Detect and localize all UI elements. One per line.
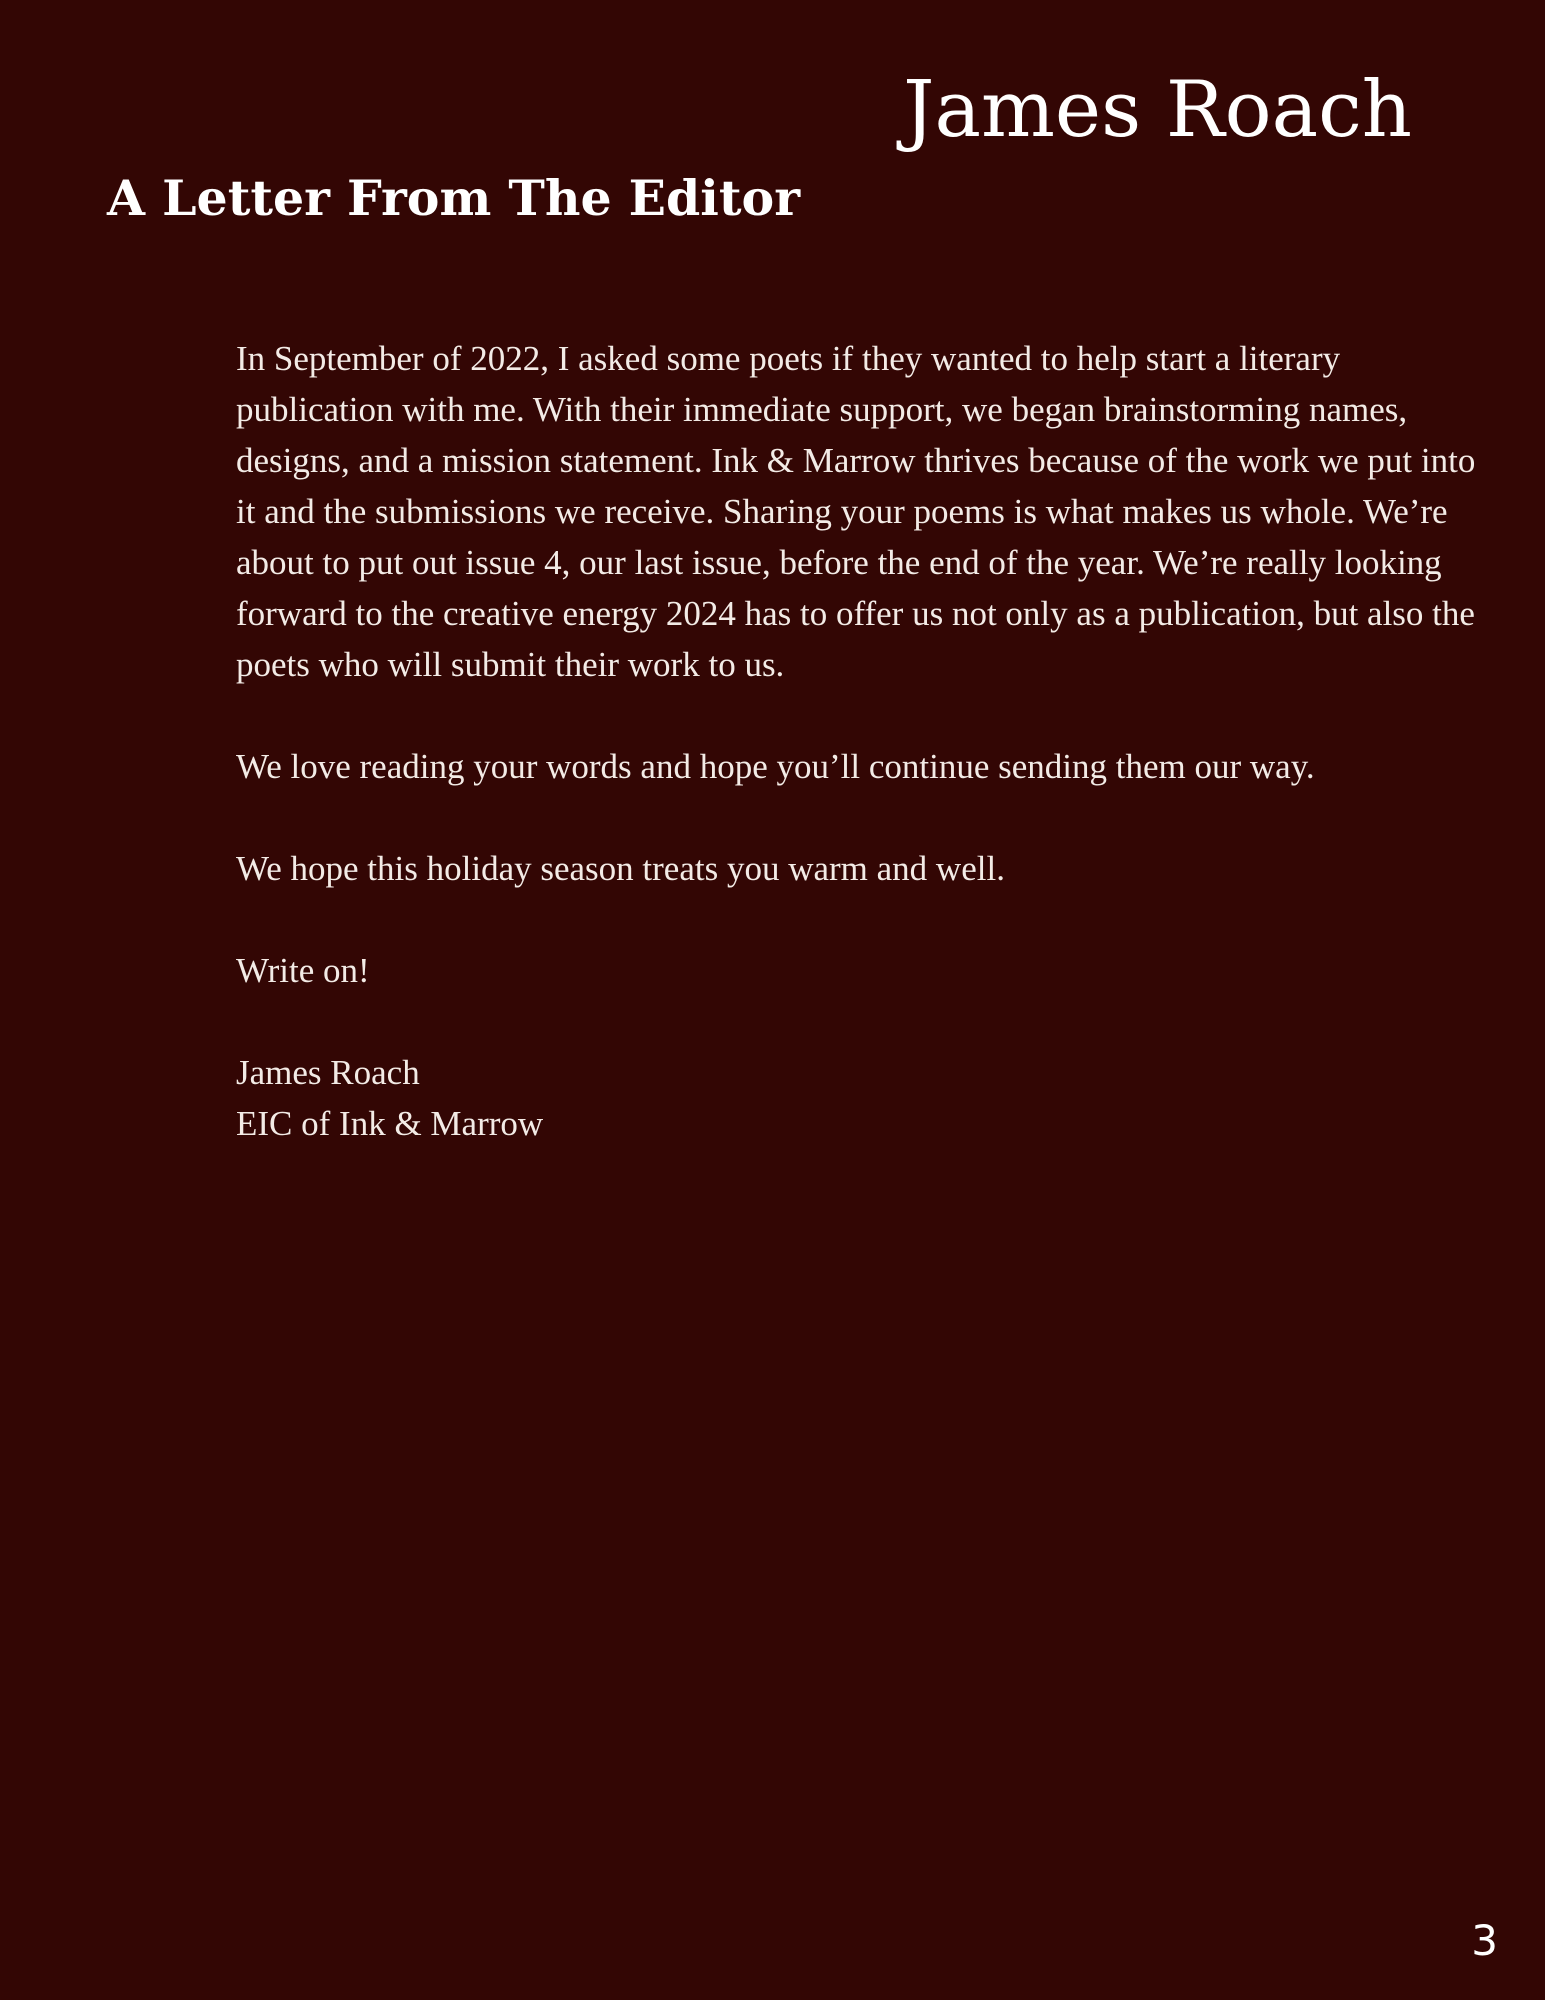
letter-heading: A Letter From The Editor — [107, 169, 801, 227]
letter-paragraph-2: We love reading your words and hope you’ll continue sending them our way. — [236, 747, 1315, 786]
signature-name: James Roach — [236, 1053, 420, 1092]
author-title: James Roach — [903, 65, 1412, 155]
letter-body — [236, 333, 1486, 1149]
page-number: 3 — [1471, 1916, 1498, 1965]
signature-block — [236, 1047, 1486, 1149]
letter-paragraph-3: We hope this holiday season treats you warm and well. — [236, 849, 1005, 888]
letter-paragraph-1: In September of 2022, I asked some poets if they wanted to help start a literary publication with me. With their immediate support, we began brainstorming names, designs, and a mission statement. Ink & Marrow thrives because of the work we put into it and the submissions we receive. Sharing your poems is what makes us whole. We’re about to put out issue 4, our last issue, before the end of the year. We’re really looking forward to the creative energy 2024 has to offer us not only as a publication, but also the poets who will submit their work to us. — [236, 339, 1476, 684]
letter-paragraph-4: Write on! — [236, 951, 370, 990]
signature-role: EIC of Ink & Marrow — [236, 1104, 544, 1143]
